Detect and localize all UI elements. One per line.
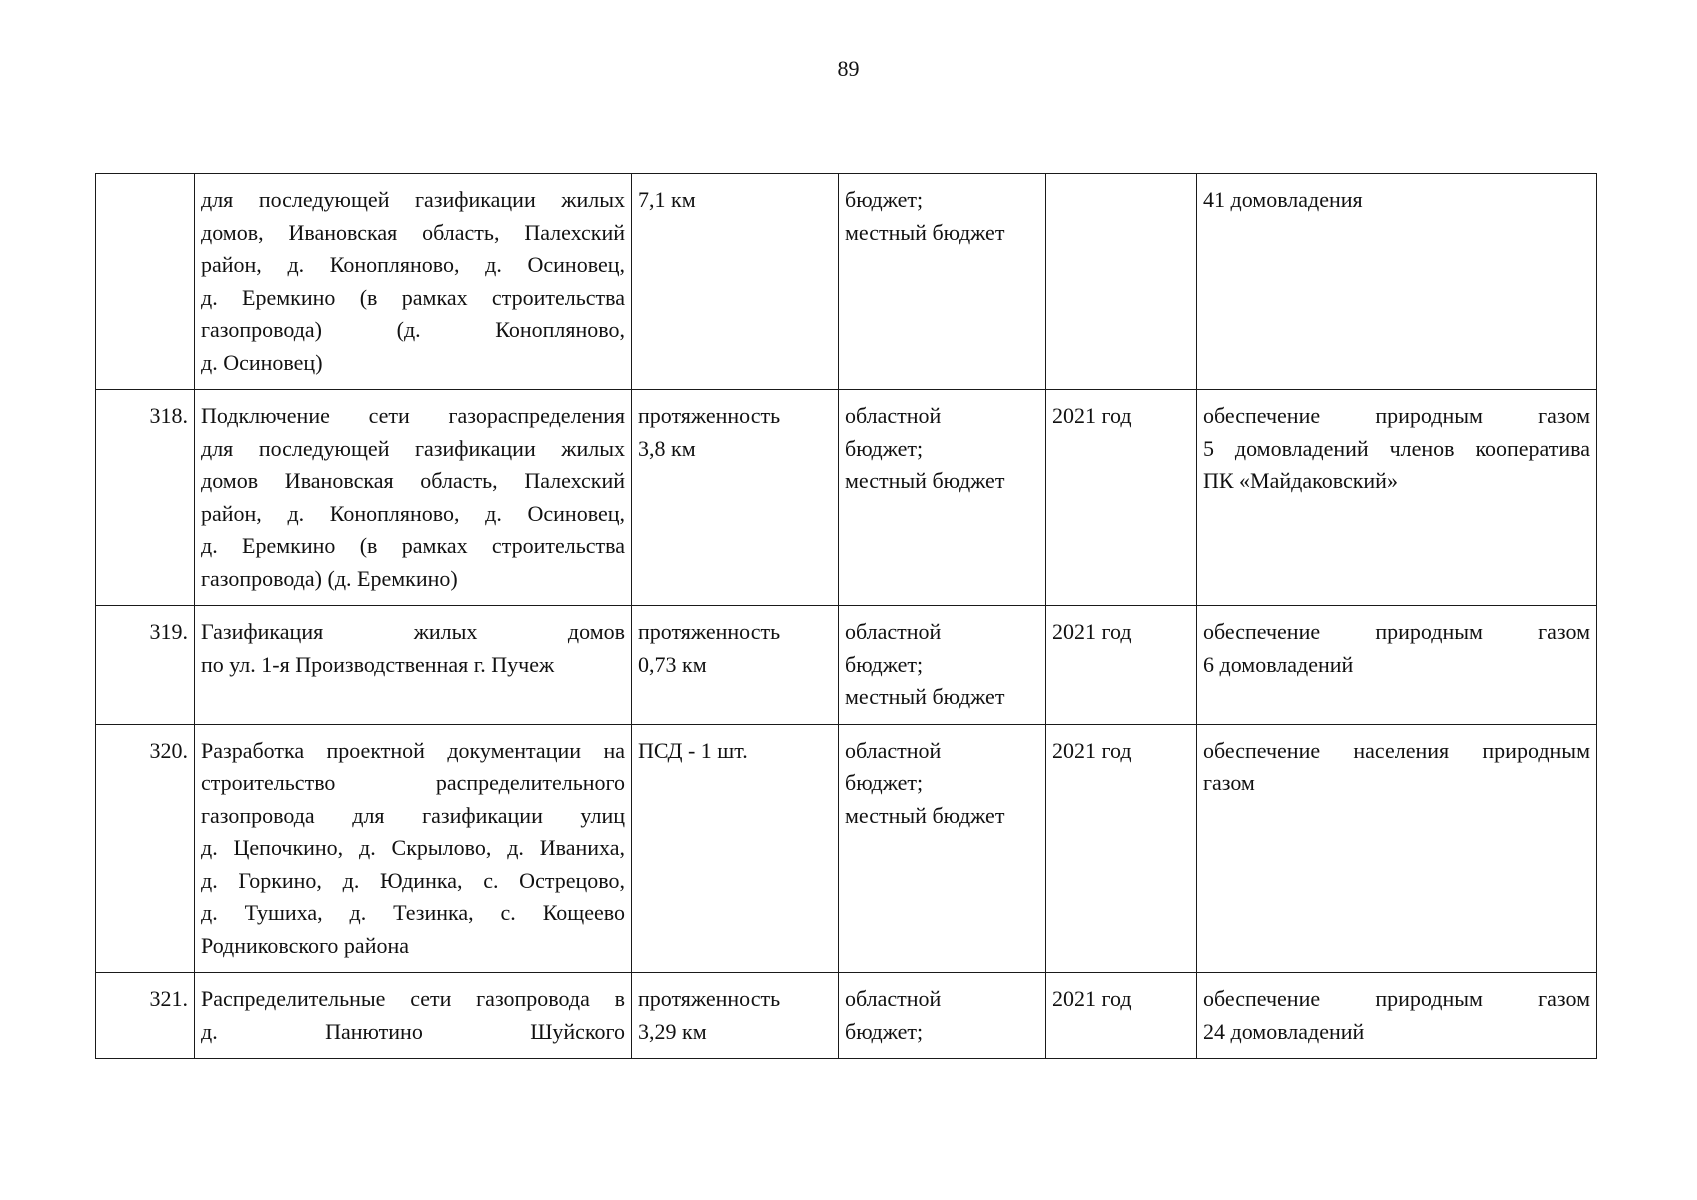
capacity-cell	[632, 606, 839, 725]
year-cell	[1046, 174, 1197, 390]
table-body	[96, 174, 1597, 1059]
row-number-text: 318.	[149, 403, 188, 428]
object-description	[195, 606, 632, 725]
result-line: 24 домовладений	[1203, 1018, 1365, 1044]
program-table	[95, 173, 1597, 1059]
year-text: 2021 год	[1052, 737, 1132, 763]
expected-result-cell	[1197, 724, 1597, 973]
year-cell	[1046, 606, 1197, 725]
table-row	[96, 973, 1597, 1059]
object-description	[195, 973, 632, 1059]
table-row	[96, 390, 1597, 606]
capacity-line: 0,73 км	[638, 651, 707, 677]
funding-line: бюджет;	[845, 187, 924, 212]
description-line: д. Еремкино (в рамках строительства	[201, 533, 625, 558]
capacity-cell	[632, 724, 839, 973]
funding-line: бюджет;	[845, 770, 924, 795]
funding-line: областной	[845, 403, 942, 428]
description-line: газопровода) (д. Еремкино)	[201, 565, 458, 591]
capacity-cell	[632, 390, 839, 606]
result-line: газом	[1203, 770, 1255, 795]
expected-result-cell	[1197, 390, 1597, 606]
object-description	[195, 724, 632, 973]
funding-line: местный бюджет	[845, 802, 1005, 828]
capacity-line: ПСД - 1 шт.	[638, 737, 748, 763]
description-line: район, д. Конопляново, д. Осиновец,	[201, 252, 625, 277]
result-line: обеспечение природным газом	[1203, 619, 1590, 644]
description-line: район, д. Конопляново, д. Осиновец,	[201, 500, 625, 526]
description-line: строительство распределительного	[201, 770, 625, 795]
capacity-cell	[632, 973, 839, 1059]
year-cell	[1046, 973, 1197, 1059]
description-line: домов, Ивановская область, Палехский	[201, 219, 625, 245]
result-line: 6 домовладений	[1203, 651, 1354, 677]
year-text: 2021 год	[1052, 403, 1132, 428]
result-line: 41 домовладения	[1203, 187, 1363, 212]
row-number-text: 319.	[149, 619, 188, 644]
funding-line: бюджет;	[845, 651, 924, 677]
description-line: Газификация жилых домов	[201, 619, 625, 644]
description-line: Подключение сети газораспределения	[201, 403, 625, 428]
funding-source-cell	[839, 174, 1046, 390]
object-description	[195, 390, 632, 606]
description-line: Распределительные сети газопровода в	[201, 986, 625, 1011]
funding-line: областной	[845, 737, 942, 763]
row-number	[96, 390, 195, 606]
description-line: для последующей газификации жилых	[201, 435, 625, 461]
funding-line: местный бюджет	[845, 468, 1005, 493]
expected-result-cell	[1197, 973, 1597, 1059]
expected-result-cell	[1197, 606, 1597, 725]
capacity-line: протяженность	[638, 986, 781, 1011]
table-row	[96, 174, 1597, 390]
table-row	[96, 606, 1597, 725]
description-line: домов Ивановская область, Палехский	[201, 468, 625, 493]
table-row	[96, 724, 1597, 973]
expected-result-cell	[1197, 174, 1597, 390]
description-line: д. Осиновец)	[201, 349, 323, 375]
result-line: ПК «Майдаковский»	[1203, 468, 1398, 493]
capacity-line: 7,1 км	[638, 187, 696, 212]
result-line: обеспечение населения природным	[1203, 737, 1590, 763]
funding-line: бюджет;	[845, 435, 924, 461]
capacity-line: 3,8 км	[638, 435, 696, 461]
result-line: обеспечение природным газом	[1203, 403, 1590, 428]
capacity-line: 3,29 км	[638, 1018, 707, 1044]
result-line: обеспечение природным газом	[1203, 986, 1590, 1011]
funding-line: бюджет;	[845, 1018, 924, 1044]
funding-source-cell	[839, 973, 1046, 1059]
description-line: газопровода для газификации улиц	[201, 802, 625, 828]
row-number	[96, 973, 195, 1059]
funding-line: местный бюджет	[845, 219, 1005, 245]
funding-source-cell	[839, 724, 1046, 973]
description-line: д. Еремкино (в рамках строительства	[201, 284, 625, 310]
object-description	[195, 174, 632, 390]
row-number	[96, 606, 195, 725]
description-line: по ул. 1-я Производственная г. Пучеж	[201, 651, 555, 677]
year-text: 2021 год	[1052, 619, 1132, 644]
funding-source-cell	[839, 606, 1046, 725]
description-line: для последующей газификации жилых	[201, 187, 625, 212]
row-number	[96, 174, 195, 390]
year-text: 2021 год	[1052, 986, 1132, 1011]
result-line: 5 домовладений членов кооператива	[1203, 435, 1590, 461]
row-number-text: 320.	[149, 737, 188, 763]
funding-line: областной	[845, 619, 942, 644]
funding-line: местный бюджет	[845, 684, 1005, 709]
year-cell	[1046, 724, 1197, 973]
row-number	[96, 724, 195, 973]
funding-line: областной	[845, 986, 942, 1011]
description-line: д. Горкино, д. Юдинка, с. Острецово,	[201, 867, 625, 893]
funding-source-cell	[839, 390, 1046, 606]
row-number-text: 321.	[149, 986, 188, 1011]
description-line: д. Панютино Шуйского	[201, 1018, 625, 1044]
description-line: Разработка проектной документации на	[201, 737, 625, 763]
description-line: Родниковского района	[201, 932, 410, 958]
capacity-cell	[632, 174, 839, 390]
description-line: газопровода) (д. Конопляново,	[201, 317, 625, 342]
year-cell	[1046, 390, 1197, 606]
capacity-line: протяженность	[638, 619, 781, 644]
description-line: д. Цепочкино, д. Скрылово, д. Иваниха,	[201, 835, 625, 860]
page-number: 89	[837, 56, 860, 81]
description-line: д. Тушиха, д. Тезинка, с. Кощеево	[201, 900, 625, 925]
capacity-line: протяженность	[638, 403, 781, 428]
